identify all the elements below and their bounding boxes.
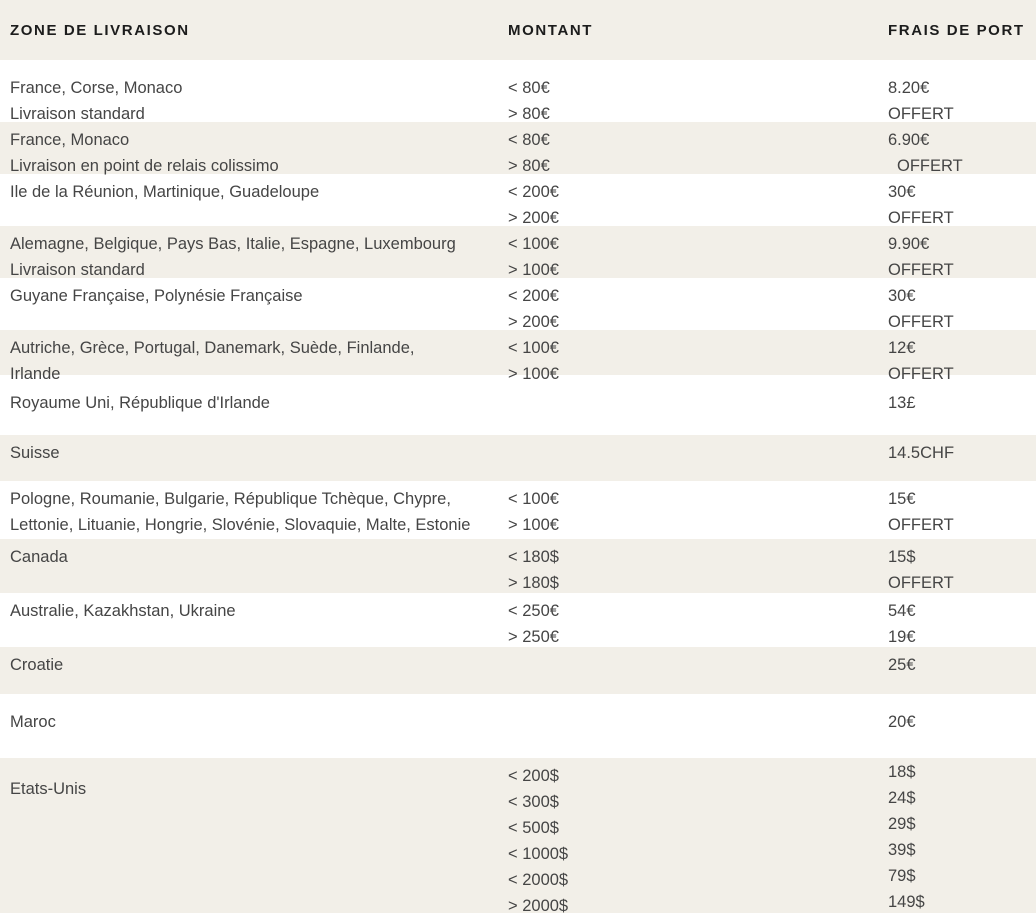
table-row — [0, 278, 1036, 330]
frais-cell — [876, 758, 1036, 913]
frais-text: 20€ — [888, 713, 916, 731]
montant-text: < 100€ — [508, 235, 559, 253]
montant-cell — [508, 758, 876, 913]
frais-cell — [876, 70, 1036, 122]
zone-text: Suisse — [10, 444, 60, 462]
zone-cell — [0, 539, 508, 593]
frais-text: 149$ — [888, 893, 925, 911]
zone-cell — [0, 122, 508, 174]
zone-text: Guyane Française, Polynésie Française — [10, 287, 303, 305]
frais-cell — [876, 122, 1036, 174]
zone-text: France, Corse, Monaco — [10, 79, 183, 97]
zone-cell — [0, 647, 508, 694]
table-row — [0, 539, 1036, 593]
frais-cell — [876, 435, 1036, 481]
montant-text: < 200€ — [508, 287, 559, 305]
montant-cell — [508, 593, 876, 647]
montant-text: > 100€ — [508, 261, 559, 279]
zone-cell — [0, 481, 508, 539]
table-row — [0, 174, 1036, 226]
montant-cell — [508, 375, 876, 435]
montant-text: > 80€ — [508, 105, 550, 123]
frais-text: 79$ — [888, 867, 916, 885]
zone-text: Canada — [10, 548, 68, 566]
montant-text: < 100€ — [508, 490, 559, 508]
zone-cell — [0, 70, 508, 122]
zone-cell — [0, 758, 508, 913]
zone-cell — [0, 375, 508, 435]
montant-cell — [508, 174, 876, 226]
column-header-montant: MONTANT — [508, 21, 594, 39]
frais-text: 15€ — [888, 490, 916, 508]
table-body — [0, 70, 1036, 913]
frais-cell — [876, 694, 1036, 758]
frais-text: 9.90€ — [888, 235, 930, 253]
montant-cell — [508, 539, 876, 593]
frais-cell — [876, 226, 1036, 278]
frais-text: 29$ — [888, 815, 916, 833]
zone-text: Livraison standard — [10, 105, 145, 123]
zone-cell — [0, 593, 508, 647]
frais-text: 6.90€ — [888, 131, 930, 149]
frais-text: 18$ — [888, 763, 916, 781]
zone-cell — [0, 330, 508, 383]
montant-cell — [508, 70, 876, 122]
frais-text: OFFERT — [888, 209, 954, 227]
table-row — [0, 593, 1036, 647]
montant-cell — [508, 647, 876, 694]
montant-text: < 80€ — [508, 79, 550, 97]
zone-text: Alemagne, Belgique, Pays Bas, Italie, Espagne, Luxembourg — [10, 235, 456, 253]
montant-text: < 500$ — [508, 819, 559, 837]
frais-cell — [876, 539, 1036, 593]
table-row — [0, 647, 1036, 694]
montant-text: < 100€ — [508, 339, 559, 357]
zone-text: Etats-Unis — [10, 780, 87, 798]
zone-text: Pologne, Roumanie, Bulgarie, République Tchèque, Chypre, — [10, 490, 451, 508]
table-row — [0, 70, 1036, 122]
frais-text: 30€ — [888, 183, 916, 201]
zone-text: Lettonie, Lituanie, Hongrie, Slovénie, Slovaquie, Malte, Estonie — [10, 516, 471, 534]
header-gap — [0, 60, 1036, 70]
frais-text: 30€ — [888, 287, 916, 305]
montant-text: < 1000$ — [508, 845, 569, 863]
montant-text: < 200$ — [508, 767, 559, 785]
frais-cell — [876, 375, 1036, 435]
frais-cell — [876, 330, 1036, 383]
frais-cell — [876, 647, 1036, 694]
montant-text: > 80€ — [508, 157, 550, 175]
montant-text: < 200€ — [508, 183, 559, 201]
frais-text: 39$ — [888, 841, 916, 859]
zone-text: France, Monaco — [10, 131, 130, 149]
zone-text: Royaume Uni, République d'Irlande — [10, 394, 270, 412]
frais-text: 8.20€ — [888, 79, 930, 97]
column-header-zone: ZONE DE LIVRAISON — [10, 21, 190, 39]
frais-text: OFFERT — [888, 516, 954, 534]
zone-cell — [0, 694, 508, 758]
frais-cell — [876, 278, 1036, 330]
zone-text: Ile de la Réunion, Martinique, Guadeloupe — [10, 183, 320, 201]
zone-text: Autriche, Grèce, Portugal, Danemark, Suède, Finlande, — [10, 339, 415, 357]
frais-text: 15$ — [888, 548, 916, 566]
frais-cell — [876, 593, 1036, 647]
frais-cell — [876, 174, 1036, 226]
montant-text: > 200€ — [508, 313, 559, 331]
montant-text: > 180$ — [508, 574, 559, 592]
frais-text: OFFERT — [888, 313, 954, 331]
table-header — [0, 0, 1036, 60]
table-row — [0, 481, 1036, 539]
montant-text: < 80€ — [508, 131, 550, 149]
frais-text: OFFERT — [888, 105, 954, 123]
table-row — [0, 226, 1036, 278]
frais-text: 14.5CHF — [888, 444, 955, 462]
frais-text: 54€ — [888, 602, 916, 620]
column-header-frais: FRAIS DE PORT — [888, 21, 1025, 39]
zone-cell — [0, 226, 508, 278]
zone-cell — [0, 174, 508, 226]
montant-cell — [508, 435, 876, 481]
montant-text: > 200€ — [508, 209, 559, 227]
zone-text: Croatie — [10, 656, 64, 674]
table-row — [0, 330, 1036, 383]
frais-text: 25€ — [888, 656, 916, 674]
zone-text: Livraison standard — [10, 261, 145, 279]
montant-text: < 250€ — [508, 602, 559, 620]
montant-text: < 180$ — [508, 548, 559, 566]
table-row — [0, 758, 1036, 913]
zone-cell — [0, 435, 508, 481]
montant-text: > 100€ — [508, 516, 559, 534]
montant-cell — [508, 122, 876, 174]
montant-cell — [508, 330, 876, 383]
zone-cell — [0, 278, 508, 330]
frais-text: OFFERT — [888, 261, 954, 279]
frais-text: 12€ — [888, 339, 916, 357]
table-row — [0, 375, 1036, 435]
table-row — [0, 122, 1036, 174]
montant-text: < 2000$ — [508, 871, 569, 889]
frais-text: OFFERT — [888, 574, 954, 592]
montant-text: > 100€ — [508, 365, 559, 383]
montant-cell — [508, 278, 876, 330]
frais-text: 19€ — [888, 628, 916, 646]
table-row — [0, 435, 1036, 481]
zone-text: Maroc — [10, 713, 56, 731]
montant-text: < 300$ — [508, 793, 559, 811]
montant-cell — [508, 226, 876, 278]
montant-cell — [508, 694, 876, 758]
frais-text: OFFERT — [897, 157, 963, 175]
frais-text: 13£ — [888, 394, 916, 412]
table-row — [0, 694, 1036, 758]
frais-text: 24$ — [888, 789, 916, 807]
montant-cell — [508, 481, 876, 539]
zone-text: Irlande — [10, 365, 61, 383]
zone-text: Livraison en point de relais colissimo — [10, 157, 279, 175]
frais-cell — [876, 481, 1036, 539]
montant-text: > 250€ — [508, 628, 559, 646]
montant-text: > 2000$ — [508, 897, 569, 913]
zone-text: Australie, Kazakhstan, Ukraine — [10, 602, 236, 620]
frais-text: OFFERT — [888, 365, 954, 383]
